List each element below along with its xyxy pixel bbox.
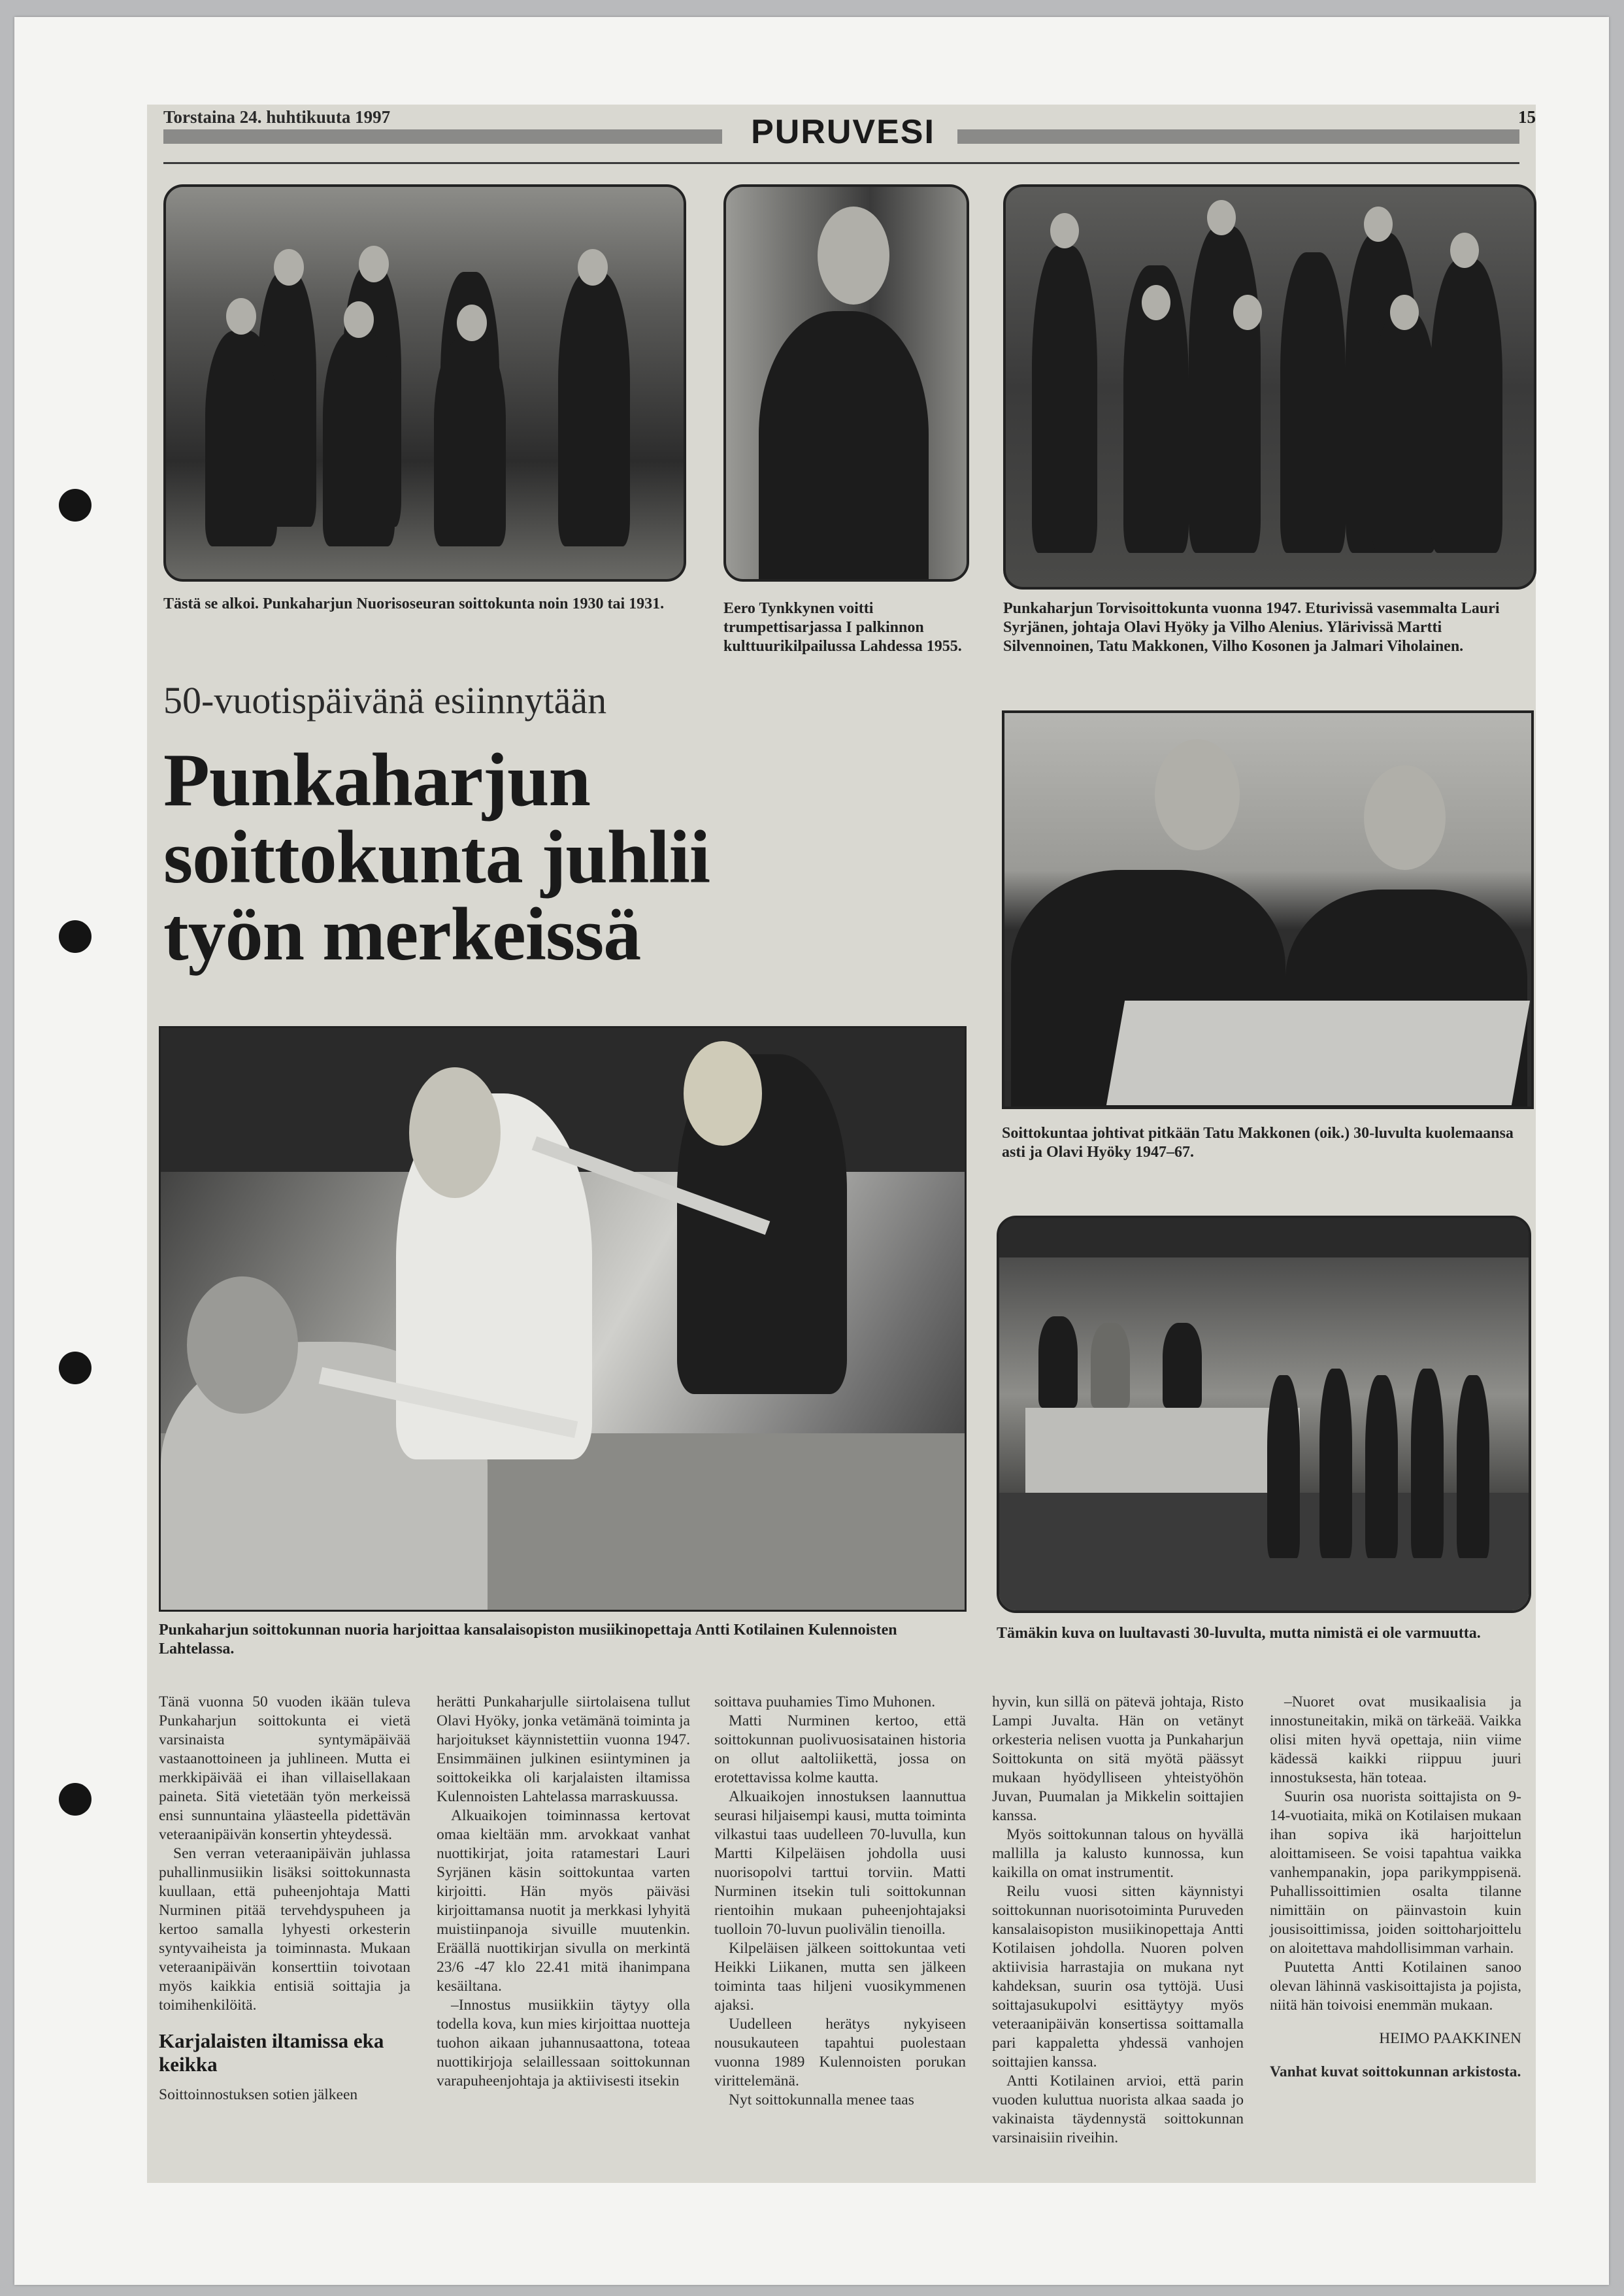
article-kicker: 50-vuotispäivänä esiinnytään xyxy=(163,679,607,722)
two-conductors-photo xyxy=(1002,710,1534,1109)
paragraph: Nyt soittokunnalla menee taas xyxy=(729,2091,914,2108)
article-column-2 xyxy=(437,1693,690,2091)
article-column-3 xyxy=(714,1693,966,2110)
trumpeter-boy-photo xyxy=(723,184,969,582)
article-byline: HEIMO PAAKKINEN xyxy=(1379,2030,1521,2047)
punch-hole xyxy=(59,920,91,953)
masthead-rule xyxy=(163,162,1519,164)
band-1947-photo xyxy=(1003,184,1536,590)
photo6-caption: Tämäkin kuva on luultavasti 30-luvulta, mutta nimistä ei ole varmuutta. xyxy=(997,1625,1481,1642)
paragraph: Antti Kotilainen arvioi, että parin vuoden kuluttua nuorista alkaa saada jo vakinaista täydennystä soittokunnan varsinaisiin riveihin. xyxy=(992,2072,1244,2146)
paragraph: Soittoinnostuksen sotien jälkeen xyxy=(159,2086,358,2103)
masthead-bar xyxy=(163,129,722,144)
photo4-caption: Soittokuntaa johtivat pitkään Tatu Makkonen (oik.) 30-luvulta kuolemaansa asti ja Olavi Hyöky 1947–67. xyxy=(1002,1125,1514,1161)
paragraph: Kilpeläisen jälkeen soittokuntaa veti Heikki Liikanen, mutta sen jälkeen toiminta taas hiljeni vuosikymmenen ajaksi. xyxy=(714,1940,966,2014)
paragraph: Tänä vuonna 50 vuoden ikään tuleva Punkaharjun soittokunta ei vietä varsinaista syntymäpäivää vastaanottoineen ja juhlineen. Mutta ei merkkipäivää ei ihan villaisellakaan paineta. Sitä vietetään työn merkeissä ensi sunnuntaina yläasteella pidettävän veteraanipäivän konsertin yhteydessä. xyxy=(159,1693,410,1843)
masthead-bar xyxy=(957,129,1519,144)
paragraph: Alkuaikojen toiminnassa kertovat omaa kieltään mm. arvokkaat vanhat nuottikirjat, joita ratamestari Lauri Syrjänen käsin soittokuntaa varten kirjoitti. Hän myös päiväsi kirjoittamansa nuotit ja merkkasi lyhyitä muistiinpanoja sivuille muutenkin. Eräällä nuottikirjan sivulla on merkintä 23/6 -47 klo 22.41 mitä ihanimpana kesäiltana. xyxy=(437,1807,690,1995)
photo3-caption: Punkaharjun Torvisoittokunta vuonna 1947. Eturivissä vasemmalta Lauri Syrjänen, johtaja Olavi Hyöky ja Vilho Alenius. Ylärivissä Martti Silvennoinen, Tatu Makkonen, Vilho Kosonen ja Jalmari Viholainen. xyxy=(1003,600,1500,655)
paragraph: Reilu vuosi sitten käynnistyi soittokunnan nuorisotoiminta Puruveden kansalaisopiston musiikinopettaja Antti Kotilaisen johdolla. Nuoren polven aktiivisia harrastajia on mukana nyt kahdeksan, suurin osa tyttöjä. Uusi soittajasukupolvi esittäytyy myös veteraanipäivän konsertissa soittamalla pari kappaletta yhdessä vanhojen soittajien kanssa. xyxy=(992,1883,1244,2071)
photo5-caption: Punkaharjun soittokunnan nuoria harjoittaa kansalaisopiston musiikinopettaja Antti Kotilainen Kulennoisten Lahtelassa. xyxy=(159,1622,897,1657)
porch-band-photo xyxy=(997,1216,1531,1613)
paragraph: –Nuoret ovat musikaalisia ja innostuneitakin, mikä on tärkeää. Vaikka olisi miten hyvä opettaja, niin viime kädessä kaikki riippuu juuri innostuksesta, hän toteaa. xyxy=(1270,1693,1521,1786)
paragraph: –Innostus musiikkiin täytyy olla todella kova, kun mies kirjoittaa nuotteja tuohon aikaan juhannusaattona, toteaa nuottikirjoja selaillessaan soittokunnan varapuheenjohtaja ja aktiivisesti itsekin xyxy=(437,1997,690,2089)
paragraph: soittava puuhamies Timo Muhonen. xyxy=(714,1693,936,1710)
paragraph: Uudelleen herätys nykyiseen nousukauteen tapahtui puolestaan vuonna 1989 Kulennoisten porukan virittelemänä. xyxy=(714,2016,966,2089)
punch-hole xyxy=(59,1352,91,1384)
photo2-caption: Eero Tynkkynen voitti trumpettisarjassa I palkinnon kulttuurikilpailussa Lahdessa 1955. xyxy=(723,600,962,655)
band-1930-photo xyxy=(163,184,686,582)
newspaper-clipping xyxy=(147,105,1536,2183)
punch-hole xyxy=(59,489,91,522)
paragraph: herätti Punkaharjulle siirtolaisena tullut Olavi Hyöky, jonka vetämänä toiminta ja harjoitukset käynnistettiin vuonna 1947. Ensimmäinen julkinen esiintyminen ja soittokeikka oli karjalaisten iltamissa Kulennoisten Lahtelassa marraskuussa. xyxy=(437,1693,690,1805)
paragraph: Suurin osa nuorista soittajista on 9-14-vuotiaita, mikä on Kotilaisen mukaan ihan sopiva ikä harjoittelun aloittamiseen. Se voisi tapahtua vaikka vanhempanakin, jopa parikymppisenä. Puhallissoittimien osalta tilanne nimittäin on päinvastoin kuin jousisoittimissa, joiden soittoharjoittelu on aloitettava mahdollisimman varhain. xyxy=(1270,1788,1521,1957)
photo1-caption: Tästä se alkoi. Punkaharjun Nuorisoseuran soittokunta noin 1930 tai 1931. xyxy=(163,595,665,612)
article-headline xyxy=(163,739,974,976)
youth-rehearsal-photo xyxy=(159,1026,967,1612)
paragraph: Alkuaikojen innostuksen laannuttua seurasi hiljaisempi kausi, mutta toiminta vilkastui taas uudelleen 70-luvulla, kun Martti Kilpeläisen johdolla uusi nuorisopolvi tarttui torviin. Matti Nurminen itsekin tuli soittokunnan rientoihin mukaan puheenjohtajaksi tuolloin 70-luvun puolivälin tienoilla. xyxy=(714,1788,966,1938)
newspaper-name: PURUVESI xyxy=(751,113,935,151)
photo-credit: Vanhat kuvat soittokunnan arkistosta. xyxy=(1270,2063,1521,2080)
paragraph: Puutetta Antti Kotilainen sanoo olevan lähinnä vaskisoittajista ja pojista, niitä hän toivoisi enemmän mukaan. xyxy=(1270,1959,1521,2014)
article-column-5 xyxy=(1270,1693,1521,2082)
paragraph: Matti Nurminen kertoo, että soittokunnan puolivuosisatainen historia on ollut aaltoliikettä, jossa on erotettavissa kolme kautta. xyxy=(714,1712,966,1786)
paragraph: hyvin, kun sillä on pätevä johtaja, Risto Lampi Juvalta. Hän on vetänyt orkesteria nelisen vuotta ja Punkaharjun Soittokunta on sitä myötä päässyt mukaan hyödylliseen yhteistyöhön Juvan, Puumalan ja Mikkelin soittajien kanssa. xyxy=(992,1693,1244,1824)
paragraph: Sen verran veteraanipäivän juhlassa puhallinmusiikin lisäksi soittokunnasta kuullaan, että puheenjohtaja Matti Nurminen pitää tervehdyspuheen ja kertoo samalla lyhyesti orkesterin syntyvaiheista ja toiminnasta. Mukaan veteraanipäivän konserttiin toivotaan myös kaikkia entisiä soittajia ja toimihenkilöitä. xyxy=(159,1845,410,2014)
article-column-4 xyxy=(992,1693,1244,2148)
headline-line: Punkaharjun xyxy=(163,739,591,822)
article-subheading: Karjalaisten iltamissa eka keikka xyxy=(159,2029,384,2076)
page-number: 15 xyxy=(1518,107,1536,127)
article-column-1 xyxy=(159,1693,410,2105)
headline-line: soittokunta juhlii xyxy=(163,816,710,899)
headline-line: työn merkeissä xyxy=(163,893,641,976)
paragraph: Myös soittokunnan talous on hyvällä mallilla ja kalusto kunnossa, kun kaikilla on omat instrumentit. xyxy=(992,1826,1244,1881)
punch-hole xyxy=(59,1783,91,1816)
issue-date: Torstaina 24. huhtikuuta 1997 xyxy=(163,107,391,127)
